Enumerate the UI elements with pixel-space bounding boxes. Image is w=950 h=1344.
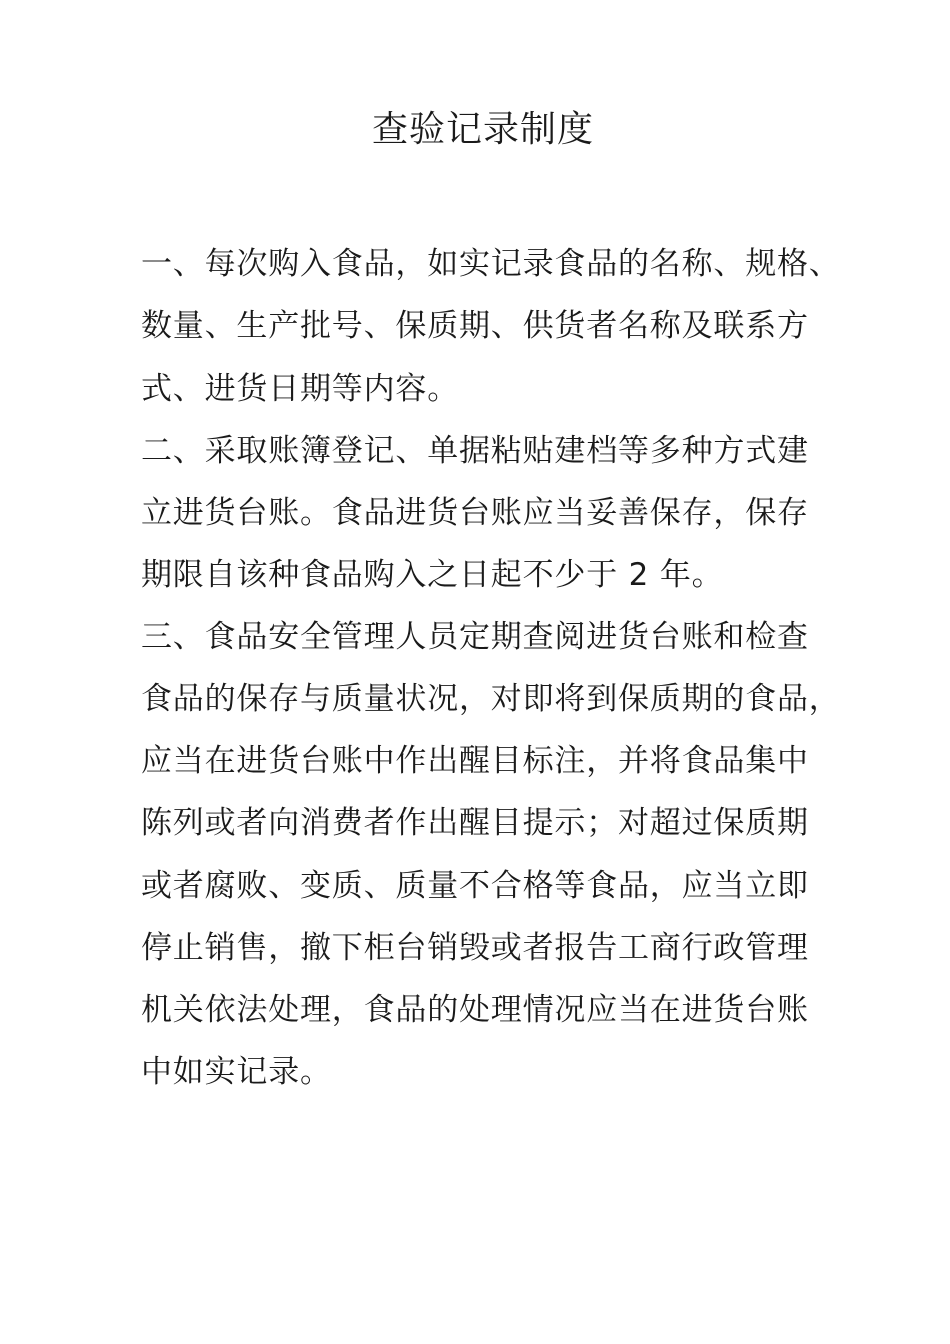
- body-line-4: 二、采取账簿登记、单据粘贴建档等多种方式建: [141, 433, 809, 469]
- body-line-5: 立进货台账。食品进货台账应当妥善保存，保存: [141, 495, 809, 531]
- document-title: 查验记录制度: [371, 109, 594, 150]
- body-line-3: 式、进货日期等内容。: [141, 371, 459, 407]
- body-line-14: 中如实记录。: [141, 1054, 332, 1090]
- body-line-2: 数量、生产批号、保质期、供货者名称及联系方: [141, 308, 809, 344]
- body-line-13: 机关依法处理，食品的处理情况应当在进货台账: [141, 992, 809, 1028]
- body-line-9: 应当在进货台账中作出醒目标注，并将食品集中: [141, 743, 809, 779]
- body-line-12: 停止销售，撤下柜台销毁或者报告工商行政管理: [141, 930, 809, 966]
- body-line-8: 食品的保存与质量状况，对即将到保质期的食品，: [141, 681, 841, 717]
- body-line-6: 期限自该种食品购入之日起不少于 2 年。: [141, 557, 724, 593]
- body-line-7: 三、食品安全管理人员定期查阅进货台账和检查: [141, 619, 809, 655]
- body-line-1: 一、每次购入食品，如实记录食品的名称、规格、: [141, 246, 841, 282]
- body-line-10: 陈列或者向消费者作出醒目提示；对超过保质期: [141, 805, 809, 841]
- body-line-11: 或者腐败、变质、质量不合格等食品，应当立即: [141, 868, 809, 904]
